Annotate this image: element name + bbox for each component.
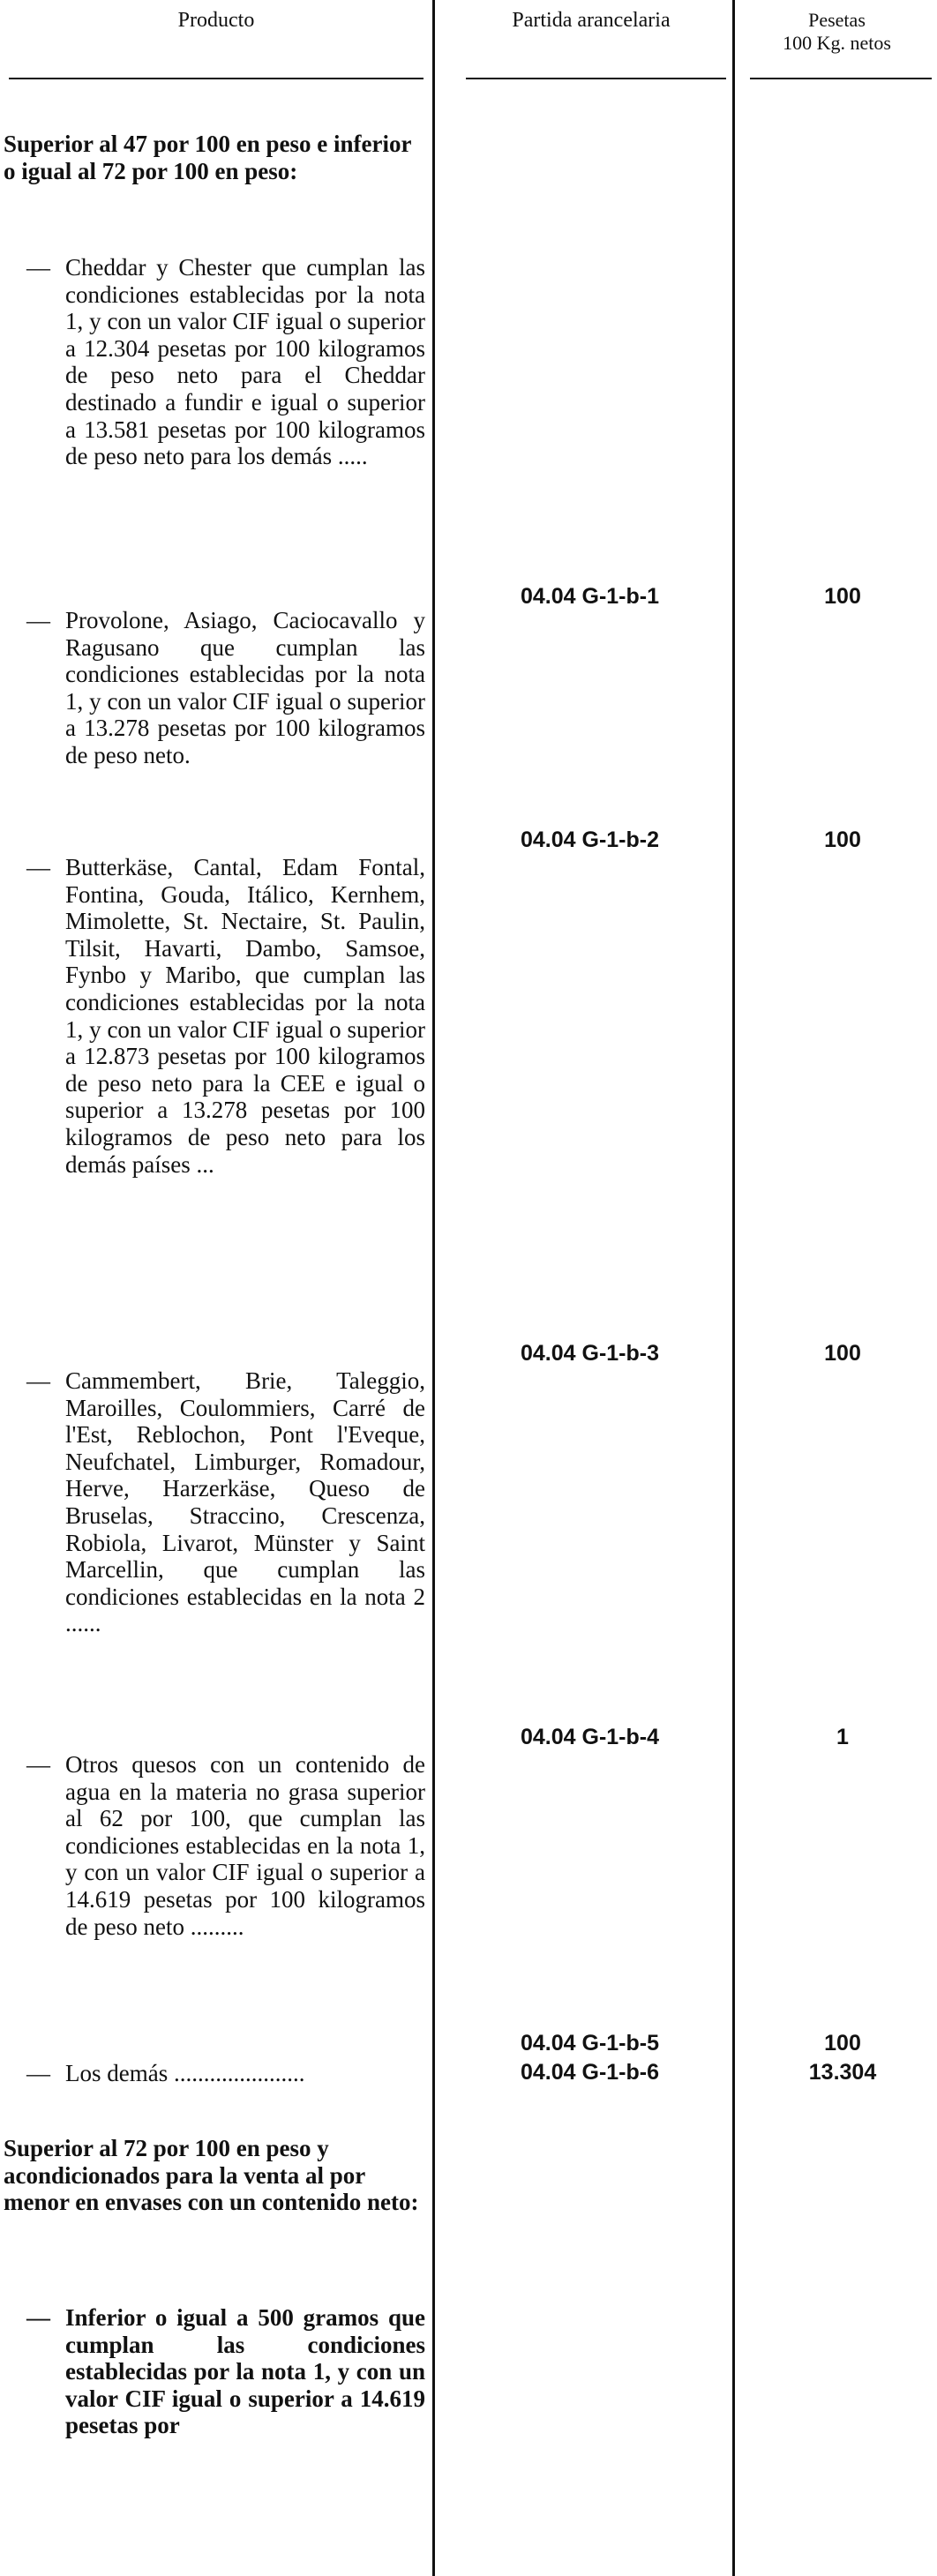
dash-marker: —	[26, 2304, 50, 2331]
header-rule-producto	[9, 78, 424, 79]
header-rule-pesetas	[750, 78, 932, 79]
header-pesetas-line1: Pesetas	[808, 9, 866, 31]
list-item	[26, 1367, 425, 1637]
item-text: Cheddar y Chester que cumplan las condiciones establecidas por la nota 1, y con un valor CIF igual o superior a 12.304 pesetas por 100 kilogramos de peso neto para el Cheddar destinado a fundir e igual o superior a 13.581 pesetas por 100 kilogramos de peso neto para los demás .....	[65, 254, 425, 470]
column-divider-1	[432, 0, 435, 2576]
duty-value: 100	[824, 1341, 861, 1366]
section-heading: Superior al 47 por 100 en peso e inferior o igual al 72 por 100 en peso:	[4, 131, 411, 184]
item-text: Butterkäse, Cantal, Edam Fontal, Fontina, Gouda, Itálico, Kernhem, Mimolette, St. Nectaire, St. Paulin, Tilsit, Havarti, Dambo, Samsoe, Fynbo y Maribo, que cumplan las condiciones establecidas por la nota 1, y con un valor CIF igual o superior a 12.873 pesetas por 100 kilogramos de peso neto para la CEE e igual o superior a 13.278 pesetas por 100 kilogramos de peso neto para los demás países ...	[65, 854, 425, 1178]
list-item	[26, 2304, 425, 2439]
dash-marker: —	[26, 1751, 50, 1778]
item-text: Inferior o igual a 500 gramos que cumplan las condiciones establecidas por la nota 1, y con un valor CIF igual o superior a 14.619 pesetas por	[65, 2304, 425, 2439]
item-text: Cammembert, Brie, Taleggio, Maroilles, Coulommiers, Carré de l'Est, Reblochon, Pont l'Eveque, Neufchatel, Limburger, Romadour, Herve, Harzerkäse, Queso de Bruselas, Straccino, Crescenza, Robiola, Livarot, Münster y Saint Marcellin, que cumplan las condiciones establecidas en la nota 2 ......	[65, 1367, 425, 1637]
list-item	[26, 2060, 425, 2087]
tariff-code: 04.04 G-1-b-2	[521, 827, 660, 852]
dash-marker: —	[26, 254, 50, 281]
tariff-code: 04.04 G-1-b-5	[521, 2031, 660, 2056]
header-pesetas-line2: 100 Kg. netos	[783, 32, 891, 54]
list-item	[26, 254, 425, 470]
tariff-code: 04.04 G-1-b-3	[521, 1341, 660, 1366]
item-text: Provolone, Asiago, Caciocavallo y Ragusano que cumplan las condiciones establecidas por la nota 1, y con un valor CIF igual o superior a 13.278 pesetas por 100 kilogramos de peso neto.	[65, 607, 425, 768]
header-partida-arancelaria: Partida arancelaria	[512, 9, 671, 32]
header-pesetas	[737, 9, 937, 55]
duty-value: 13.304	[808, 2060, 877, 2085]
item-text: Los demás ......................	[65, 2060, 305, 2086]
dash-marker: —	[26, 1367, 50, 1394]
list-item	[26, 854, 425, 1178]
dash-marker: —	[26, 854, 50, 880]
dash-marker: —	[26, 607, 50, 633]
tariff-code: 04.04 G-1-b-4	[521, 1725, 660, 1749]
column-divider-2	[732, 0, 735, 2576]
tariff-code: 04.04 G-1-b-6	[521, 2060, 660, 2085]
duty-value: 1	[836, 1725, 849, 1749]
dash-marker: —	[26, 2060, 50, 2086]
section-heading: Superior al 72 por 100 en peso y acondicionados para la venta al por menor en envases con un contenido neto:	[4, 2135, 419, 2216]
item-text: Otros quesos con un contenido de agua en la materia no grasa superior al 62 por 100, que cumplan las condiciones establecidas en la nota 1, y con un valor CIF igual o superior a 14.619 pesetas por 100 kilogramos de peso neto .........	[65, 1751, 425, 1940]
list-item	[26, 1751, 425, 1940]
list-item	[26, 607, 425, 769]
duty-value: 100	[824, 2031, 861, 2056]
header-rule-partida	[466, 78, 726, 79]
duty-value: 100	[824, 584, 861, 609]
tariff-code: 04.04 G-1-b-1	[521, 584, 660, 609]
header-producto: Producto	[177, 9, 255, 32]
duty-value: 100	[824, 827, 861, 852]
